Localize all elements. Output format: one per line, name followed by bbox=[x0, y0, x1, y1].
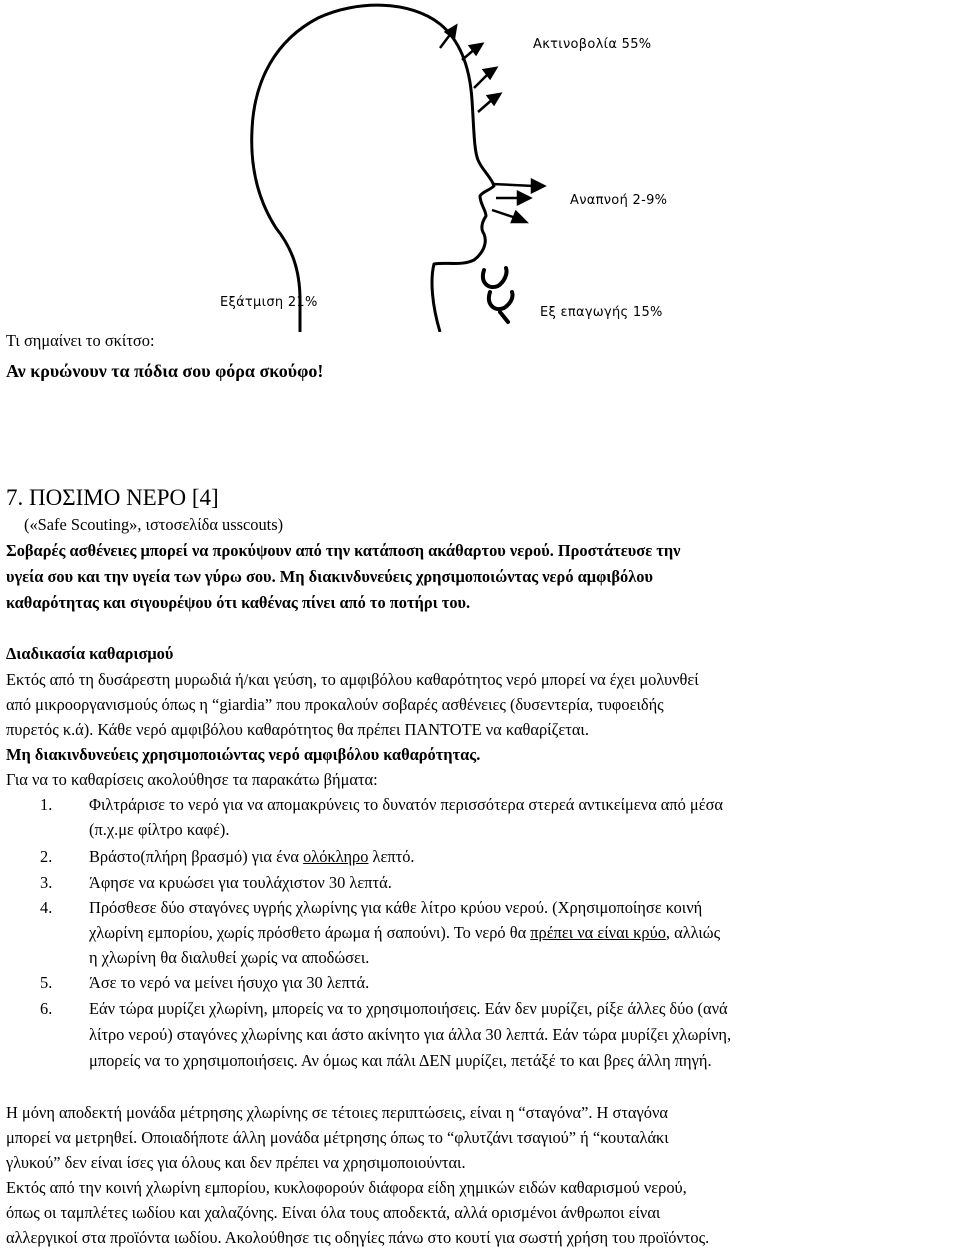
closing-line-6: αλλεργικοί στα προϊόντα ιωδίου. Ακολούθησε τις οδηγίες πάνω στο κουτί για σωστή χρήση του προϊόντος. bbox=[6, 1228, 710, 1247]
procedure-title: Διαδικασία καθαρισμού bbox=[6, 644, 174, 663]
step-text: Φιλτράρισε το νερό για να απομακρύνεις το δυνατόν περισσότερα στερεά αντικείμενα από μέσα bbox=[89, 795, 724, 814]
step-text-part: χλωρίνη εμπορίου, χωρίς πρόσθετο άρωμα ή σαπούνι). Το νερό θα bbox=[89, 923, 531, 942]
intro-line-2: υγεία σου και την υγεία των γύρω σου. Μη διακινδυνεύεις χρησιμοποιώντας νερό αμφιβόλου bbox=[6, 567, 653, 586]
closing-line-5: όπως οι ταμπλέτες ιωδίου και χαλαζόνης. Είναι όλα τους αποδεκτά, αλλά ορισμένοι άνθρωποι είναι bbox=[6, 1203, 661, 1222]
radiation-arrows bbox=[440, 26, 500, 112]
step-text: η χλωρίνη θα διαλυθεί χωρίς να αποδώσει. bbox=[89, 948, 370, 967]
procedure-line-2: από μικροοργανισμούς όπως η “giardia” που προκαλούν σοβαρές ασθένειες (δυσεντερία, τυφοειδής bbox=[6, 695, 664, 714]
heat-loss-sketch bbox=[0, 0, 960, 332]
closing-line-4: Εκτός από την κοινή χλωρίνη εμπορίου, κυκλοφορούν διάφορα είδη χημικών ειδών καθαρισμού νερού, bbox=[6, 1178, 687, 1197]
step-text: μπορείς να το χρησιμοποιήσεις. Αν όμως και πάλι ΔΕΝ μυρίζει, πετάξέ το και βρες άλλη πηγή. bbox=[89, 1051, 712, 1070]
sketch-answer: Αν κρυώνουν τα πόδια σου φόρα σκούφο! bbox=[6, 361, 324, 381]
closing-line-3: γλυκού” δεν είναι ίσες για όλους και δεν πρέπει να χρησιμοποιούνται. bbox=[6, 1153, 466, 1172]
step-text-emphasis: ολόκληρο bbox=[303, 847, 369, 866]
step-number: 1. bbox=[40, 795, 53, 814]
contact-symbol bbox=[483, 268, 513, 322]
closing-line-1: Η μόνη αποδεκτή μονάδα μέτρησης χλωρίνης σε τέτοιες περιπτώσεις, είναι η “σταγόνα”. Η σταγόνα bbox=[6, 1103, 668, 1122]
label-evaporation: Εξάτμιση 21% bbox=[220, 295, 318, 310]
step-text: Πρόσθεσε δύο σταγόνες υγρής χλωρίνης για κάθε λίτρο κρύου νερού. (Χρησιμοποίησε κοινή bbox=[89, 898, 703, 917]
section-source: («Safe Scouting», ιστοσελίδα usscouts) bbox=[24, 515, 284, 534]
procedure-warning: Μη διακινδυνεύεις χρησιμοποιώντας νερό αμφιβόλου καθαρότητας. bbox=[6, 745, 481, 764]
steps-intro: Για να το καθαρίσεις ακολούθησε τα παρακάτω βήματα: bbox=[6, 770, 378, 789]
step-text: (π.χ.με φίλτρο καφέ). bbox=[89, 820, 230, 839]
breathing-arrows bbox=[492, 180, 544, 222]
procedure-line-3: πυρετός κ.ά). Κάθε νερό αμφιβόλου καθαρότητος θα πρέπει ΠΑΝΤΟΤΕ να καθαρίζεται. bbox=[6, 720, 589, 739]
label-contact: Εξ επαγωγής 15% bbox=[540, 305, 663, 320]
step-text: Άφησε να κρυώσει για τουλάχιστον 30 λεπτά. bbox=[89, 873, 392, 892]
sketch-question: Τι σημαίνει το σκίτσο: bbox=[6, 331, 155, 350]
label-radiation: Ακτινοβολία 55% bbox=[533, 37, 652, 52]
step-number: 6. bbox=[40, 999, 53, 1018]
step-text bbox=[89, 847, 415, 867]
step-text: Άσε το νερό να μείνει ήσυχο για 30 λεπτά. bbox=[89, 973, 370, 992]
step-text: Εάν τώρα μυρίζει χλωρίνη, μπορείς να το χρησιμοποιήσεις. Εάν δεν μυρίζει, ρίξε άλλες δύο (ανά bbox=[89, 999, 728, 1018]
step-number: 4. bbox=[40, 898, 53, 917]
step-text bbox=[89, 923, 720, 943]
step-text-part: λεπτό. bbox=[368, 847, 415, 866]
step-text-part: Βράστο(πλήρη βρασμό) για ένα bbox=[89, 847, 304, 866]
section-heading: 7. ΠΟΣΙΜΟ ΝΕΡΟ [4] bbox=[6, 485, 219, 510]
step-number: 5. bbox=[40, 973, 53, 992]
intro-line-3: καθαρότητας και σιγουρέψου ότι καθένας πίνει από το ποτήρι του. bbox=[6, 593, 471, 612]
head-silhouette bbox=[252, 5, 494, 332]
label-breathing: Αναπνοή 2-9% bbox=[570, 193, 668, 208]
step-number: 3. bbox=[40, 873, 53, 892]
closing-line-2: μπορεί να μετρηθεί. Οποιαδήποτε άλλη μονάδα μέτρησης όπως το “φλυτζάνι τσαγιού” ή “κουταλάκι bbox=[6, 1128, 669, 1147]
step-text-part: , αλλιώς bbox=[665, 923, 721, 942]
procedure-line-1: Εκτός από τη δυσάρεστη μυρωδιά ή/και γεύση, το αμφιβόλου καθαρότητος νερό μπορεί να έχει μολυνθεί bbox=[6, 670, 699, 689]
step-text: λίτρο νερού) σταγόνες χλωρίνης και άστο ακίνητο για άλλα 30 λεπτά. Εάν τώρα μυρίζει χλωρίνη, bbox=[89, 1025, 732, 1044]
step-text-emphasis: πρέπει να είναι κρύο bbox=[530, 923, 666, 942]
step-number: 2. bbox=[40, 847, 53, 866]
intro-line-1: Σοβαρές ασθένειες μπορεί να προκύψουν από την κατάποση ακάθαρτου νερού. Προστάτευσε την bbox=[6, 541, 681, 560]
